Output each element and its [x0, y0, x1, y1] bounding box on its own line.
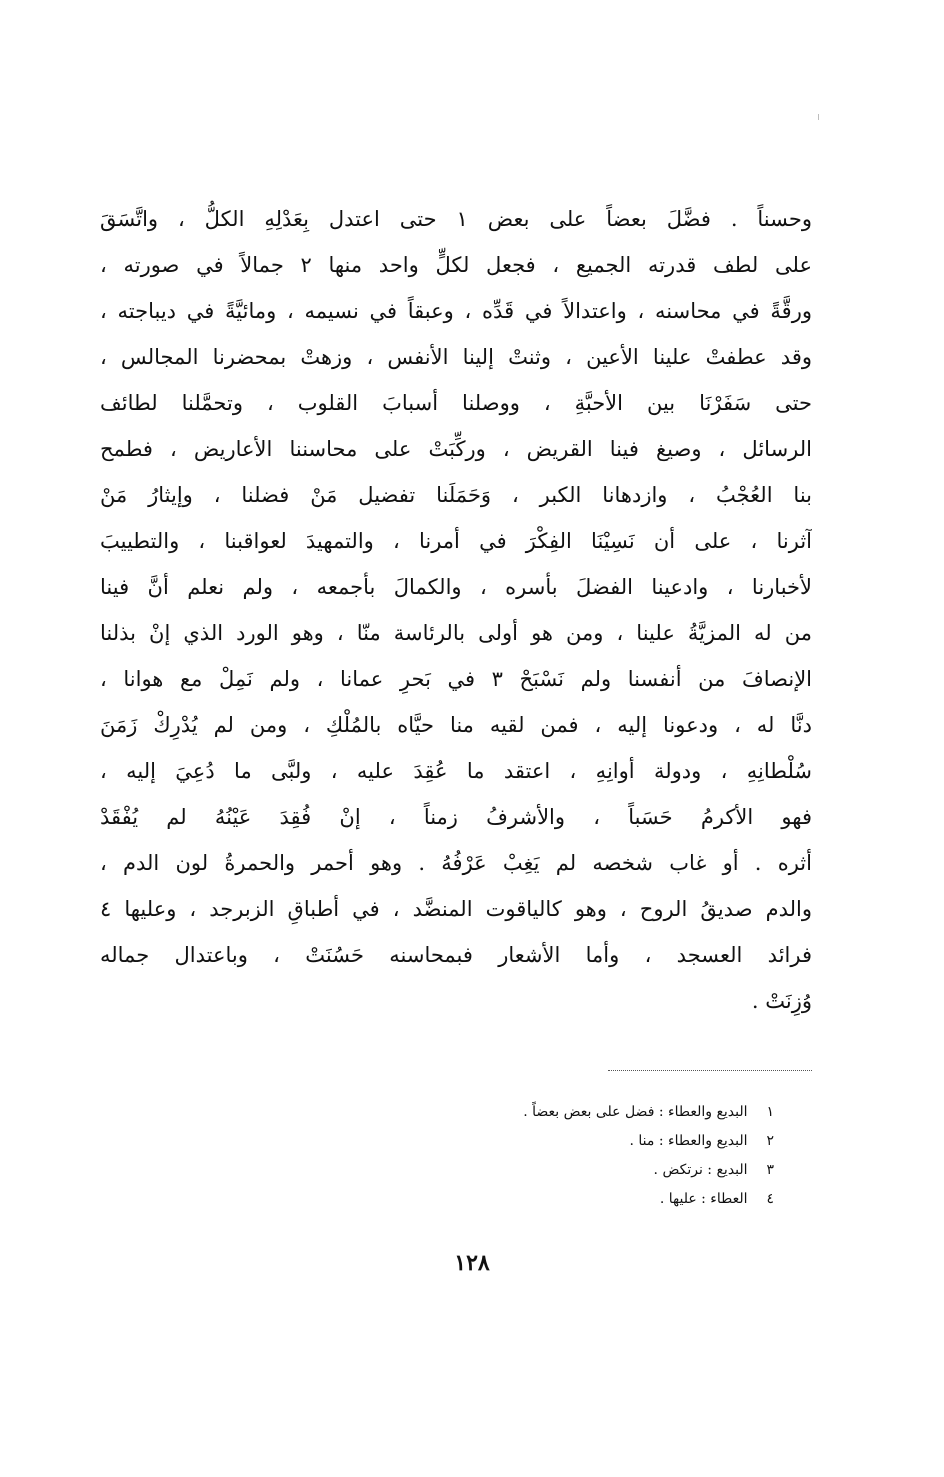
- footnote-number: ٣: [766, 1162, 774, 1178]
- text-line: لأخبارنا ، وادعينا الفضلَ بأسره ، والكمالَ بأجمعه ، ولم نعلم أنَّ فينا: [100, 575, 812, 599]
- text-line: على لطف قدرته الجميع ، فجعل لكلٍّ واحد منها ٢ جمالاً في صورته ،: [100, 253, 812, 277]
- text-line: وُزِنَتْ .: [751, 989, 812, 1013]
- footnote-divider: [608, 1070, 812, 1071]
- footnote-text: البديع والعطاء : منا .: [629, 1133, 748, 1149]
- text-line: حتى سَفَرْنَا بين الأحبَّةِ ، ووصلنا أسبابَ القلوب ، وتحمَّلنا لطائف: [100, 391, 812, 415]
- text-line: سُلْطانِهِ ، ودولة أوانِهِ ، اعتقد ما عُقِدَ عليه ، ولبَّى ما دُعِيَ إليه ،: [100, 759, 812, 783]
- text-line: الإنصافَ من أنفسنا ولم نَسْبَحْ ٣ في بَحرِ عمانا ، ولم نَمِلْ مع هوانا ،: [100, 667, 812, 691]
- text-line: آثرنا ، على أن نَسِيْنَا الفِكْرَ في أمرنا ، والتمهيدَ لعواقبنا ، والتطييبَ: [100, 529, 812, 553]
- footnote-number: ١: [766, 1104, 774, 1120]
- footnote-item: [523, 1156, 774, 1185]
- text-line: وحسناً . فضَّلَ بعضاً على بعض ١ حتى اعتدل بِعَدْلِهِ الكلُّ ، واتَّسَقَ: [100, 207, 812, 231]
- text-line: والدم صديقُ الروح ، وهو كالياقوت المنضَّد ، في أطباقِ الزبرجد ، وعليها ٤: [100, 897, 812, 921]
- footnote-text: البديع : نرتكض .: [653, 1162, 748, 1178]
- footnotes: [523, 1098, 774, 1214]
- text-line: فهو الأكرمُ حَسَباً ، والأشرفُ زمناً ، إنْ فُقِدَ عَيْنُهُ لم يُفْقَدْ: [100, 805, 812, 829]
- text-line: ورقَّةً في محاسنه ، واعتدالاً في قَدِّه ، وعبقاً في نسيمه ، ومائيَّةً في ديباجته ،: [100, 299, 812, 323]
- scan-mark: [818, 114, 819, 120]
- footnote-item: [523, 1185, 774, 1214]
- text-line: وقد عطفتْ علينا الأعين ، وثنتْ إلينا الأنفس ، وزهتْ بمحضرنا المجالس ،: [100, 345, 812, 369]
- text-line: الرسائل ، وصيغ فينا القريض ، وركِّبَتْ على محاسننا الأعاريض ، فطمح: [100, 437, 812, 461]
- text-line: أثره . أو غاب شخصه لم يَغِبْ عَرْفُهُ . وهو أحمر والحمرةُ لون الدم ،: [100, 851, 812, 875]
- text-line: دنَّا له ، ودعونا إليه ، فمن لقيه منا حيَّاه بالمُلْكِ ، ومن لم يُدْرِكْ زَمَنَ: [100, 713, 812, 737]
- footnote-number: ٢: [766, 1133, 774, 1149]
- text-line: فرائد العسجد ، وأما الأشعار فبمحاسنه حَسُنَتْ ، وباعتدال جماله: [100, 943, 812, 967]
- footnote-number: ٤: [766, 1191, 774, 1207]
- footnote-item: [523, 1098, 774, 1127]
- footnote-text: العطاء : عليها .: [659, 1191, 748, 1207]
- text-line: من له المزيَّةُ علينا ، ومن هو أولى بالرئاسة منّا ، وهو الورد الذي إنْ بذلنا: [100, 621, 812, 645]
- main-text-block: [100, 196, 812, 1024]
- text-line: بنا العُجْبُ ، وازدهانا الكبر ، وَحَمَلَنا تفضيل مَنْ فضلنا ، وإيثارُ مَنْ: [100, 483, 812, 507]
- footnote-item: [523, 1127, 774, 1156]
- footnote-text: البديع والعطاء : فضل على بعض بعضاً .: [523, 1104, 748, 1120]
- page-number: ١٢٨: [454, 1250, 490, 1276]
